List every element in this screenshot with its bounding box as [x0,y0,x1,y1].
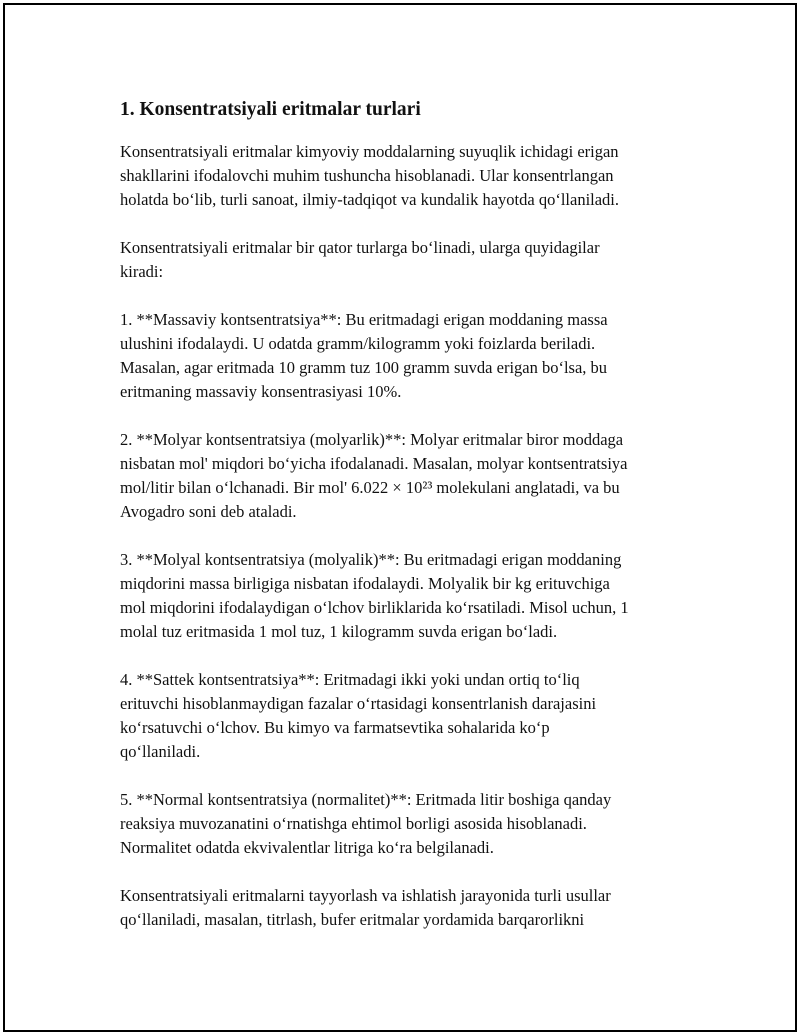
closing-paragraph: Konsentratsiyali eritmalarni tayyorlash va ishlatish jarayonida turli usullar qoʻllaniladi, masalan, titrlash, bufer eritmalar yordamida barqarorlikni [120,886,611,929]
intro-paragraph: Konsentratsiyali eritmalar kimyoviy moddalarning suyuqlik ichidagi erigan shakllarini ifodalovchi muhim tushuncha hisoblanadi. Ular konsentrlangan holatda boʻlib, turli sanoat, ilmiy-tadqiqot va kundalik hayotda qoʻllaniladi. [120,142,620,209]
document-content [120,97,700,956]
document-title: 1. Konsentratsiyali eritmalar turlari [120,99,421,120]
molar-concentration-paragraph: 2. **Molyar kontsentratsiya (molyarlik)**: Molyar eritmalar biror moddaga nisbatan mol' miqdori boʻyicha ifodalanadi. Masalan, molyar kontsentratsiya mol/litir bilan oʻlchanadi. Bir mol' 6.022 × 10²³ molekulani anglatadi, va bu Avogadro soni deb ataladi. [120,430,628,521]
document-page [3,3,797,1032]
sattek-concentration-paragraph: 4. **Sattek kontsentratsiya**: Eritmadagi ikki yoki undan ortiq toʻliq erituvchi hisoblanmaydigan fazalar oʻrtasidagi konsentrlanish darajasini koʻrsatuvchi oʻlchov. Bu kimyo va farmatsevtika sohalarida koʻp qoʻllaniladi. [120,670,597,761]
mass-concentration-paragraph: 1. **Massaviy kontsentratsiya**: Bu eritmadagi erigan moddaning massa ulushini ifodalaydi. U odatda gramm/kilogramm yoki foizlarda beriladi. Masalan, agar eritmada 10 gramm tuz 100 gramm suvda erigan boʻlsa, bu eritmaning massaviy konsentrasiyasi 10%. [120,310,608,401]
molal-concentration-paragraph: 3. **Molyal kontsentratsiya (molyalik)**: Bu eritmadagi erigan moddaning miqdorini massa birligiga nisbatan ifodalaydi. Molyalik bir kg erituvchiga mol miqdorini ifodalaydigan oʻlchov birliklarida koʻrsatiladi. Misol uchun, 1 molal tuz eritmasida 1 mol tuz, 1 kilogramm suvda erigan boʻladi. [120,550,629,641]
types-intro-paragraph: Konsentratsiyali eritmalar bir qator turlarga boʻlinadi, ularga quyidagilar kiradi: [120,238,600,281]
normal-concentration-paragraph: 5. **Normal kontsentratsiya (normalitet)**: Eritmada litir boshiga qanday reaksiya muvozanatini oʻrnatishga ehtimol borligi asosida hisoblanadi. Normalitet odatda ekvivalentlar litriga koʻra belgilanadi. [120,790,612,857]
